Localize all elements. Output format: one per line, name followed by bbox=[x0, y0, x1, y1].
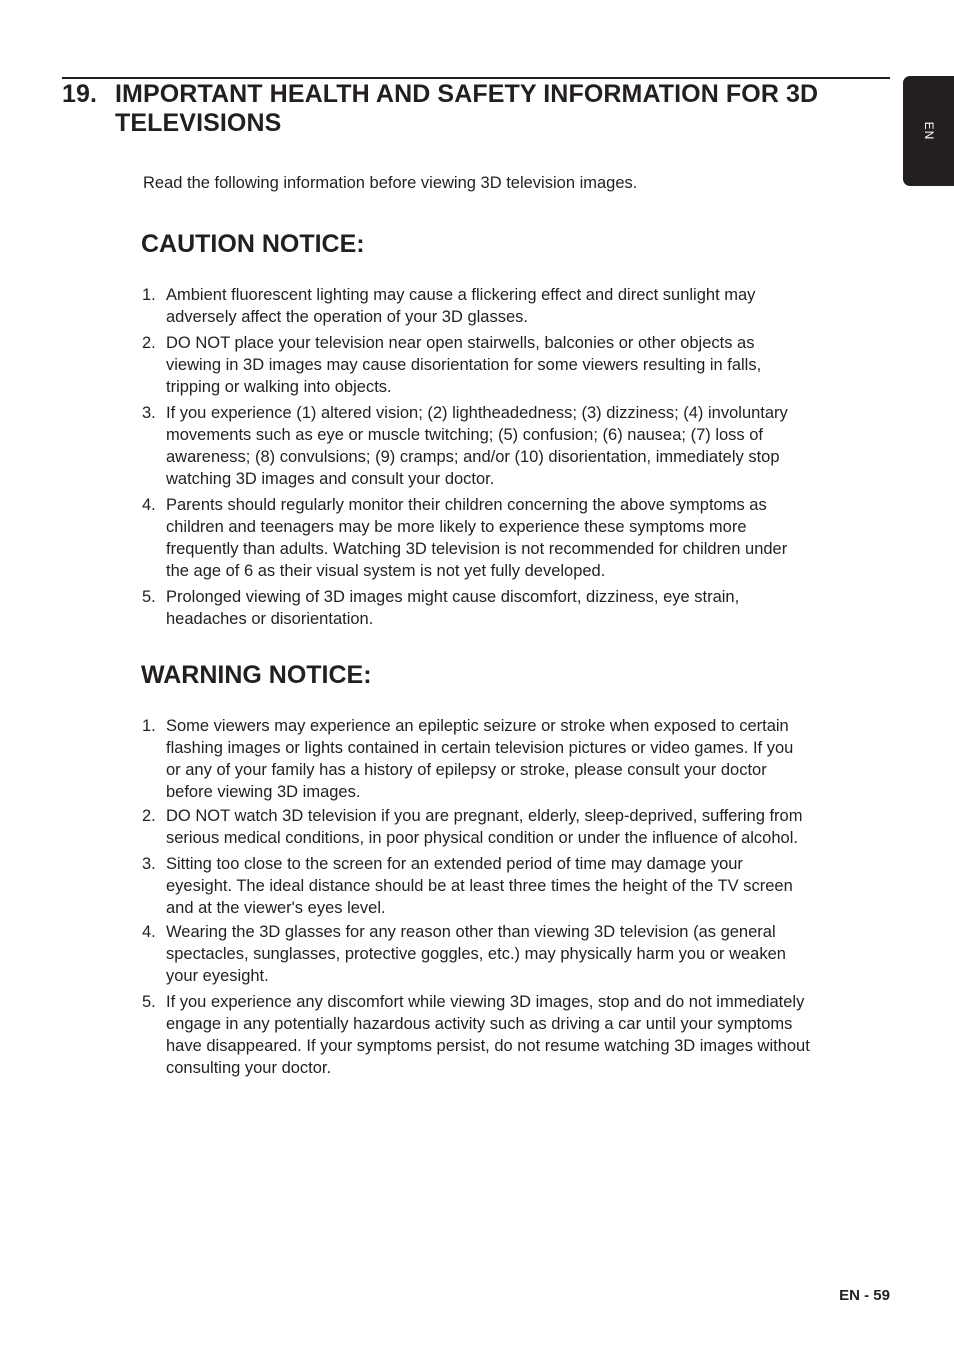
language-tab-label: EN bbox=[921, 121, 936, 141]
item-text: If you experience (1) altered vision; (2) lightheadedness; (3) dizziness; (4) involuntary movements such as eye or muscle twitching; (5) confusion; (6) nausea; (7) loss of awareness; (8) convulsions; (9) cramps; and/or (10) disorientation, immediately stop watching 3D images and consult your doctor. bbox=[166, 404, 788, 488]
item-number: 5. bbox=[142, 588, 156, 606]
warning-item-5 bbox=[142, 991, 812, 1079]
item-text: Ambient fluorescent lighting may cause a flickering effect and direct sunlight may adversely affect the operation of your 3D glasses. bbox=[166, 286, 756, 326]
item-number: 4. bbox=[142, 496, 156, 514]
caution-item-2 bbox=[142, 332, 812, 398]
item-text: Sitting too close to the screen for an extended period of time may damage your eyesight. The ideal distance should be at least three times the height of the TV screen and at the viewer's eyes level. bbox=[166, 855, 793, 917]
warning-list bbox=[142, 715, 812, 1083]
section-number: 19. bbox=[62, 80, 98, 108]
intro-text: Read the following information before viewing 3D television images. bbox=[143, 174, 638, 192]
language-tab bbox=[903, 76, 954, 186]
item-number: 3. bbox=[142, 404, 156, 422]
item-text: If you experience any discomfort while viewing 3D images, stop and do not immediately engage in any potentially hazardous activity such as driving a car until your symptoms have disappeared. If your symptoms persist, do not resume watching 3D images without consulting your doctor. bbox=[166, 993, 810, 1077]
item-text: Some viewers may experience an epileptic seizure or stroke when exposed to certain flashing images or lights contained in certain television pictures or video games. If you or any of your family has a history of epilepsy or stroke, please consult your doctor before viewing 3D images. bbox=[166, 717, 794, 801]
item-number: 1. bbox=[142, 286, 156, 304]
section-title: IMPORTANT HEALTH AND SAFETY INFORMATION FOR 3D TELEVISIONS bbox=[115, 80, 819, 137]
warning-heading: WARNING NOTICE: bbox=[141, 661, 372, 689]
item-number: 4. bbox=[142, 923, 156, 941]
caution-item-3 bbox=[142, 402, 812, 490]
caution-heading: CAUTION NOTICE: bbox=[141, 230, 365, 258]
item-text: Prolonged viewing of 3D images might cause discomfort, dizziness, eye strain, headaches or disorientation. bbox=[166, 588, 740, 628]
item-number: 5. bbox=[142, 993, 156, 1011]
caution-item-1 bbox=[142, 284, 812, 328]
warning-item-2 bbox=[142, 805, 812, 849]
warning-item-4 bbox=[142, 921, 812, 987]
item-number: 1. bbox=[142, 717, 156, 735]
item-text: Parents should regularly monitor their children concerning the above symptoms as children and teenagers may be more likely to experience these symptoms more frequently than adults. Watching 3D television is not recommended for children under the age of 6 as their visual system is not yet fully developed. bbox=[166, 496, 788, 580]
section-top-rule bbox=[62, 77, 890, 79]
item-number: 2. bbox=[142, 334, 156, 352]
item-text: Wearing the 3D glasses for any reason other than viewing 3D television (as general spectacles, sunglasses, protective goggles, etc.) may physically harm you or weaken your eyesight. bbox=[166, 923, 786, 985]
item-text: DO NOT watch 3D television if you are pregnant, elderly, sleep-deprived, suffering from serious medical conditions, in poor physical condition or under the influence of alcohol. bbox=[166, 807, 803, 847]
page-number: EN - 59 bbox=[839, 1287, 890, 1304]
caution-item-5 bbox=[142, 586, 812, 630]
warning-item-3 bbox=[142, 853, 812, 919]
item-text: DO NOT place your television near open stairwells, balconies or other objects as viewing in 3D images may cause disorientation for some viewers resulting in falls, tripping or walking into objects. bbox=[166, 334, 762, 396]
section-heading bbox=[62, 80, 902, 138]
item-number: 2. bbox=[142, 807, 156, 825]
caution-item-4 bbox=[142, 494, 812, 582]
item-number: 3. bbox=[142, 855, 156, 873]
caution-list bbox=[142, 284, 812, 634]
warning-item-1 bbox=[142, 715, 812, 803]
